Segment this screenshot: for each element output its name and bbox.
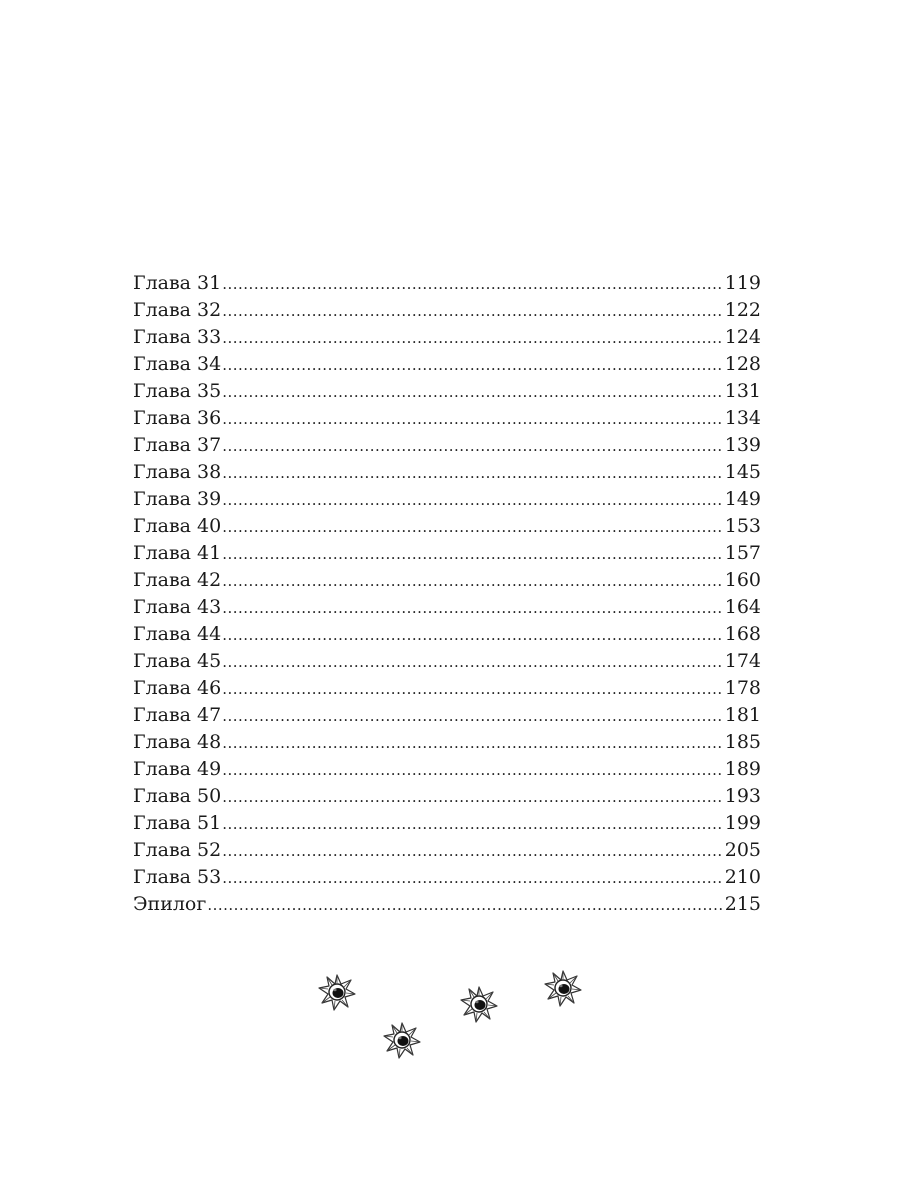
dot-leader [222, 622, 724, 649]
dot-leader [222, 649, 724, 676]
toc-entry-page-number: 181 [724, 704, 761, 726]
toc-entry-page-number: 199 [724, 812, 761, 834]
toc-entry [133, 837, 761, 864]
dot-leader [222, 298, 724, 325]
toc-entry-title: Глава 45 [133, 650, 222, 672]
toc-entry-page-number: 119 [724, 272, 761, 294]
toc-entry-page-number: 145 [724, 461, 761, 483]
dot-leader [222, 433, 724, 460]
toc-entry-title: Эпилог [133, 893, 207, 915]
toc-entry [133, 270, 761, 297]
toc-entry-title: Глава 43 [133, 596, 222, 618]
toc-entry-page-number: 164 [724, 596, 761, 618]
toc-entry-page-number: 124 [724, 326, 761, 348]
bullet-hole-icon [319, 975, 355, 1010]
toc-entry [133, 540, 761, 567]
toc-entry [133, 810, 761, 837]
toc-entry-title: Глава 39 [133, 488, 222, 510]
toc-entry [133, 648, 761, 675]
toc-entry-title: Глава 41 [133, 542, 222, 564]
toc-entry-page-number: 215 [724, 893, 761, 915]
toc-entry-title: Глава 33 [133, 326, 222, 348]
toc-entry [133, 621, 761, 648]
dot-leader [222, 541, 724, 568]
toc-entry-title: Глава 35 [133, 380, 222, 402]
toc-entry-page-number: 189 [724, 758, 761, 780]
toc-entry-title: Глава 40 [133, 515, 222, 537]
toc-entry [133, 297, 761, 324]
toc-entry-title: Глава 48 [133, 731, 222, 753]
toc-entry-title: Глава 49 [133, 758, 222, 780]
toc-entry-title: Глава 46 [133, 677, 222, 699]
toc-entry-page-number: 205 [724, 839, 761, 861]
dot-leader [222, 595, 724, 622]
dot-leader [207, 892, 723, 919]
toc-entry-page-number: 174 [724, 650, 761, 672]
toc-entry-page-number: 131 [724, 380, 761, 402]
toc-entry-page-number: 160 [724, 569, 761, 591]
toc-entry [133, 351, 761, 378]
dot-leader [222, 379, 724, 406]
toc-entry [133, 702, 761, 729]
toc-entry [133, 729, 761, 756]
bullet-hole-icon [384, 1023, 420, 1058]
toc-entry-page-number: 153 [724, 515, 761, 537]
bullet-hole-icon [461, 987, 497, 1022]
toc-entry [133, 756, 761, 783]
toc-entry-title: Глава 36 [133, 407, 222, 429]
toc-entry-page-number: 193 [724, 785, 761, 807]
toc-entry-page-number: 168 [724, 623, 761, 645]
toc-entry-title: Глава 44 [133, 623, 222, 645]
dot-leader [222, 757, 724, 784]
toc-entry [133, 567, 761, 594]
toc-entry-page-number: 178 [724, 677, 761, 699]
toc-entry [133, 486, 761, 513]
dot-leader [222, 703, 724, 730]
dot-leader [222, 514, 724, 541]
dot-leader [222, 838, 724, 865]
toc-entry-title: Глава 50 [133, 785, 222, 807]
bullet-hole-icon [545, 971, 581, 1006]
toc-entry [133, 783, 761, 810]
dot-leader [222, 811, 724, 838]
toc-entry [133, 864, 761, 891]
toc-entry-title: Глава 31 [133, 272, 222, 294]
dot-leader [222, 352, 724, 379]
dot-leader [222, 730, 724, 757]
dot-leader [222, 487, 724, 514]
toc-entry-page-number: 122 [724, 299, 761, 321]
toc-entry-page-number: 157 [724, 542, 761, 564]
dot-leader [222, 784, 724, 811]
toc-entry-title: Глава 53 [133, 866, 222, 888]
toc-entry [133, 432, 761, 459]
toc-entry-title: Глава 47 [133, 704, 222, 726]
table-of-contents [133, 270, 761, 918]
toc-entry-title: Глава 42 [133, 569, 222, 591]
toc-entry [133, 594, 761, 621]
toc-entry-title: Глава 32 [133, 299, 222, 321]
toc-entry-title: Глава 51 [133, 812, 222, 834]
toc-entry [133, 378, 761, 405]
toc-entry [133, 405, 761, 432]
toc-entry-title: Глава 38 [133, 461, 222, 483]
dot-leader [222, 271, 724, 298]
dot-leader [222, 568, 724, 595]
toc-entry-page-number: 210 [724, 866, 761, 888]
toc-entry-page-number: 139 [724, 434, 761, 456]
dot-leader [222, 676, 724, 703]
toc-entry [133, 459, 761, 486]
dot-leader [222, 325, 724, 352]
dot-leader [222, 460, 724, 487]
toc-entry-page-number: 149 [724, 488, 761, 510]
toc-entry [133, 675, 761, 702]
toc-entry [133, 513, 761, 540]
dot-leader [222, 406, 724, 433]
toc-entry-title: Глава 37 [133, 434, 222, 456]
toc-entry-title: Глава 34 [133, 353, 222, 375]
toc-entry-page-number: 185 [724, 731, 761, 753]
toc-entry [133, 891, 761, 918]
toc-entry-page-number: 128 [724, 353, 761, 375]
toc-entry-title: Глава 52 [133, 839, 222, 861]
toc-entry [133, 324, 761, 351]
dot-leader [222, 865, 724, 892]
toc-entry-page-number: 134 [724, 407, 761, 429]
